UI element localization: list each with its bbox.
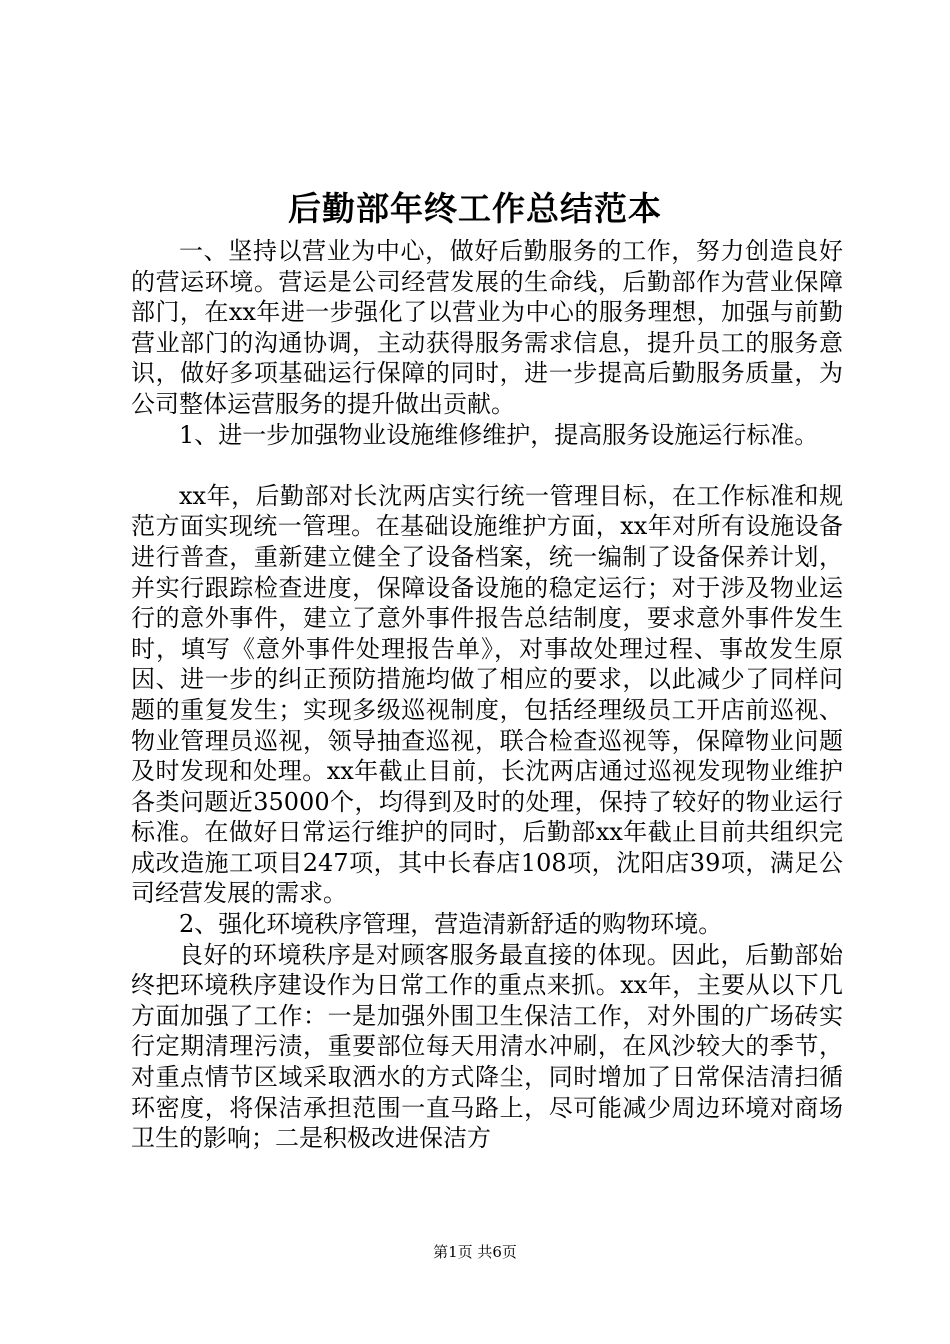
document-body: [131, 236, 843, 1154]
blank-line: [131, 450, 843, 481]
paragraph-heading-2: 2、强化环境秩序管理，营造清新舒适的购物环境。: [179, 910, 723, 939]
document-title: 后勤部年终工作总结范本: [288, 189, 662, 228]
paragraph-environment: 良好的环境秩序是对顾客服务最直接的体现。因此，后勤部始终把环境秩序建设作为日常工作的重点来抓。xx年，主要从以下几方面加强了工作：一是加强外围卫生保洁工作，对外围的广场砖实行定期清理污渍，重要部位每天用清水冲刷，在风沙较大的季节，对重点情节区域采取洒水的方式降尘，同时增加了日常保洁清扫循环密度，将保洁承担范围一直马路上，尽可能减少周边环境对商场卫生的影响；二是积极改进保洁方: [131, 940, 843, 1153]
paragraph-heading-1: 1、进一步加强物业设施维修维护，提高服务设施运行标准。: [179, 420, 819, 449]
paragraph-facility-maintenance: xx年，后勤部对长沈两店实行统一管理目标，在工作标准和规范方面实现统一管理。在基础设施维护方面，xx年对所有设施设备进行普查，重新建立健全了设备档案，统一编制了设备保养计划，并实行跟踪检查进度，保障设备设施的稳定运行；对于涉及物业运行的意外事件，建立了意外事件报告总结制度，要求意外事件发生时，填写《意外事件处理报告单》，对事故处理过程、事故发生原因、进一步的纠正预防措施均做了相应的要求，以此减少了同样问题的重复发生；实现多级巡视制度，包括经理级员工开店前巡视、物业管理员巡视，领导抽查巡视，联合检查巡视等，保障物业问题及时发现和处理。xx年截止目前，长沈两店通过巡视发现物业维护各类问题近35000个，均得到及时的处理，保持了较好的物业运行标准。在做好日常运行维护的同时，后勤部xx年截止目前共组织完成改造施工项目247项，其中长春店108项，沈阳店39项，满足公司经营发展的需求。: [131, 481, 843, 908]
page-footer: 第1页 共6页: [433, 1243, 517, 1261]
paragraph-intro: 一、坚持以营业为中心，做好后勤服务的工作，努力创造良好的营运环境。营运是公司经营发展的生命线，后勤部作为营业保障部门，在xx年进一步强化了以营业为中心的服务理想，加强与前勤营业部门的沟通协调，主动获得服务需求信息，提升员工的服务意识，做好多项基础运行保障的同时，进一步提高后勤服务质量，为公司整体运营服务的提升做出贡献。: [131, 237, 843, 418]
